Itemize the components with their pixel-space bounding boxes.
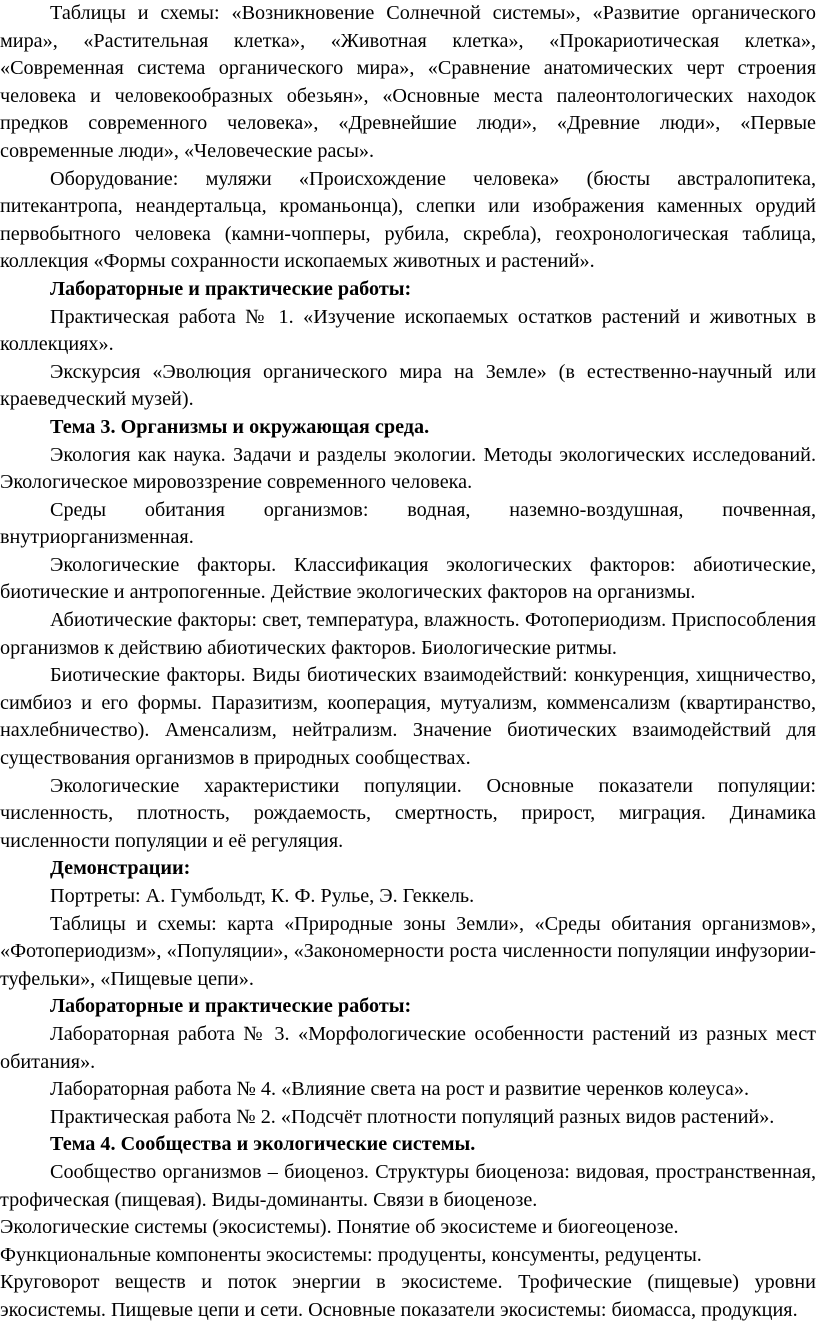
heading-lab-practical-works-2: Лабораторные и практические работы:	[50, 995, 412, 1018]
paragraph-population-characteristics: Экологические характеристики популяции. Основные показатели популяции: численность, плотность, рождаемость, смертность, прирост, миграция. Динамика численности популяции и её регуляция.	[0, 774, 816, 852]
paragraph-ecosystems: Экологические системы (экосистемы). Понятие об экосистеме и биогеоценозе.	[0, 1216, 679, 1239]
paragraph-practical-work-2: Практическая работа № 2. «Подсчёт плотности популяций разных видов растений».	[50, 1105, 775, 1128]
paragraph-biotic-factors: Биотические факторы. Виды биотических взаимодействий: конкуренция, хищничество, симбиоз и его формы. Паразитизм, кооперация, мутуализм, комменсализм (квартиранство, нахлебничество). Аменсализм, нейтрализм. Значение биотических взаимодействий для существования организмов в природных сообществах.	[0, 664, 816, 770]
paragraph-functional-components: Функциональные компоненты экосистемы: продуценты, консументы, редуценты.	[0, 1243, 702, 1266]
heading-topic-4: Тема 4. Сообщества и экологические системы.	[50, 1133, 476, 1156]
paragraph-abiotic-factors: Абиотические факторы: свет, температура, влажность. Фотопериодизм. Приспособления организмов к действию абиотических факторов. Биологические ритмы.	[0, 609, 816, 659]
paragraph-biocenosis: Сообщество организмов – биоценоз. Структуры биоценоза: видовая, пространственная, трофическая (пищевая). Виды-доминанты. Связи в биоценозе.	[0, 1160, 816, 1211]
paragraph-tables-maps: Таблицы и схемы: карта «Природные зоны Земли», «Среды обитания организмов», «Фотопериодизм», «Популяции», «Закономерности роста численности популяции инфузории-туфельки», «Пищевые цепи».	[0, 912, 816, 990]
paragraph-equipment: Оборудование: муляжи «Происхождение человека» (бюсты австралопитека, питекантропа, неандертальца, кроманьонца), слепки или изображения каменных орудий первобытного человека (камни-чопперы, рубила, скребла), геохронологическая таблица, коллекция «Формы сохранности ископаемых животных и растений».	[0, 167, 816, 273]
paragraph-lab-work-4: Лабораторная работа № 4. «Влияние света на рост и развитие черенков колеуса».	[50, 1078, 750, 1101]
heading-lab-practical-works: Лабораторные и практические работы:	[50, 277, 412, 300]
paragraph-portraits: Портреты: А. Гумбольдт, К. Ф. Рулье, Э. Геккель.	[50, 885, 475, 907]
heading-topic-3: Тема 3. Организмы и окружающая среда.	[50, 415, 430, 438]
paragraph-lab-work-3: Лабораторная работа № 3. «Морфологические особенности растений из разных мест обитания».	[0, 1022, 816, 1073]
paragraph-matter-cycle: Круговорот веществ и поток энергии в экосистеме. Трофические (пищевые) уровни экосистемы. Пищевые цепи и сети. Основные показатели экосистемы: биомасса, продукция.	[0, 1271, 816, 1321]
heading-demonstrations: Демонстрации:	[50, 857, 191, 880]
paragraph-tables-schemes: Таблицы и схемы: «Возникновение Солнечной системы», «Развитие органического мира», «Растительная клетка», «Животная клетка», «Прокариотическая клетка», «Современная система органического мира», «Сравнение анатомических черт строения человека и человекообразных обезьян», «Основные места палеонтологических находок предков современного человека», «Древнейшие люди», «Древние люди», «Первые современные люди», «Человеческие расы».	[0, 2, 816, 162]
paragraph-ecological-factors: Экологические факторы. Классификация экологических факторов: абиотические, биотические и антропогенные. Действие экологических факторов на организмы.	[0, 553, 816, 604]
paragraph-ecology-science: Экология как наука. Задачи и разделы экологии. Методы экологических исследований. Экологическое мировоззрение современного человека.	[0, 443, 816, 494]
paragraph-habitats: Среды обитания организмов: водная, наземно-воздушная, почвенная, внутриорганизменная.	[0, 498, 816, 549]
paragraph-practical-work-1: Практическая работа № 1. «Изучение ископаемых остатков растений и животных в коллекциях».	[0, 305, 816, 356]
paragraph-excursion: Экскурсия «Эволюция органического мира на Земле» (в естественно-научный или краеведческий музей).	[0, 360, 816, 411]
